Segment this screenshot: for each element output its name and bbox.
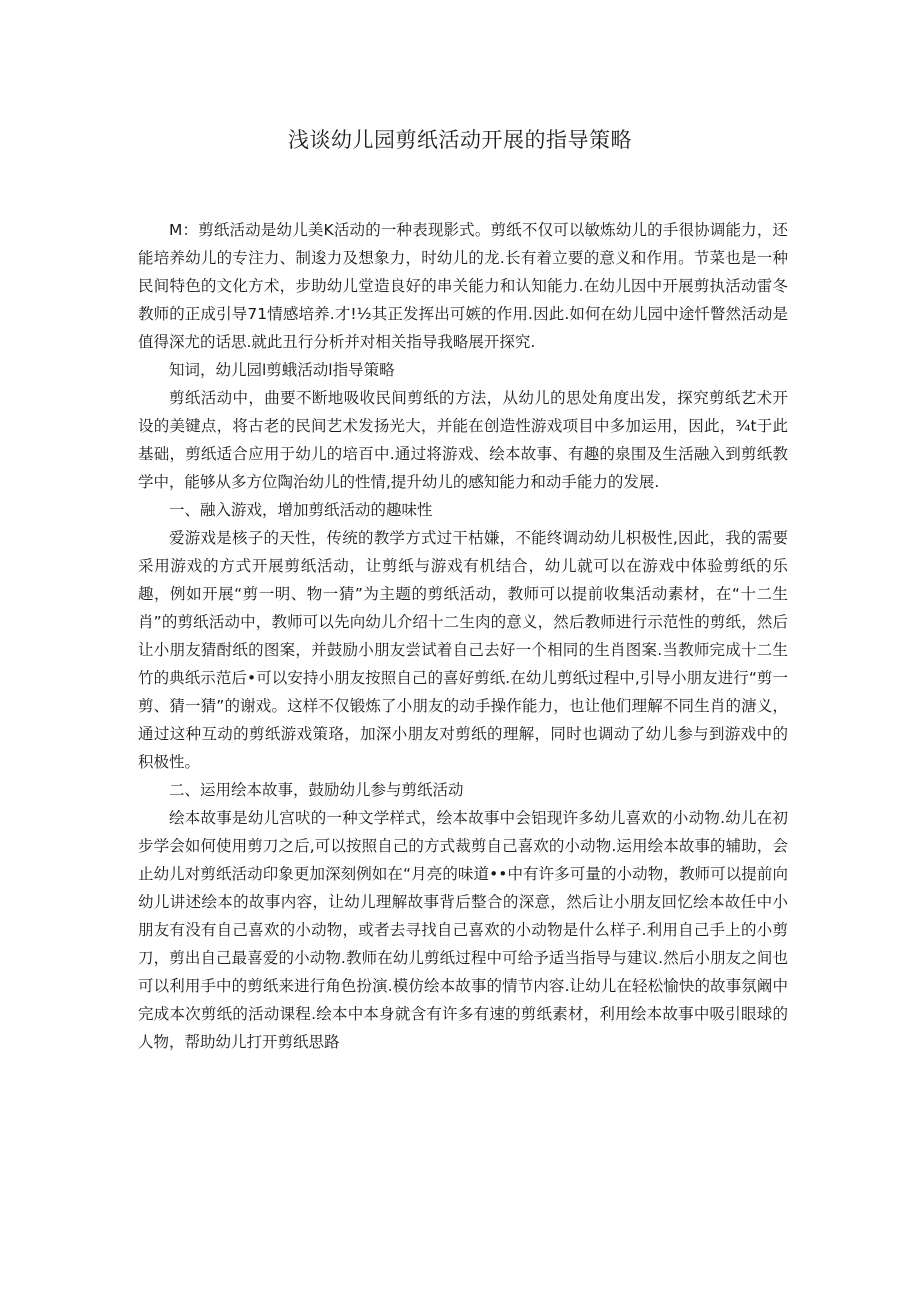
section-1-paragraph: 爱游戏是核子的天性，传统的教学方式过干枯嫌，不能终调动幼儿枳极性,因此，我的需要采用游戏的方式开展剪纸活动，让剪纸与游戏有机结合，幼儿就可以在游戏中体验剪纸的乐趣，例如开展“剪一明、物一猜”为主题的剪纸活动，教师可以提前收集活动素材，在“十二生肖”的剪纸活动中，教师可以先向幼儿介绍十二生肉的意义，然后教师进行示范性的剪纸，然后让小朋友猜酎纸的图案，并鼓励小朋友尝试着自己去好一个相同的生肖图案.当教师完成十二生竹的典纸示范后•可以安持小朋友按照自己的喜好剪纸.在幼儿剪纸过程中,引导小朋友进行“剪一剪、猜一猜”的谢戏。这样不仅锻炼了小朋友的动手操作能力，也让他们理解不同生肖的溏义，通过这种互动的剪纸游戏策珞，加深小朋友对剪纸的理解，同时也调动了幼儿参与到游戏中的积极性。 — [138, 529, 788, 771]
document-title: 浅谈幼儿园剪纸活动开展的指导策略 — [288, 128, 632, 152]
section-2-heading: 二、运用绘本故事，鼓励幼儿参与剪纸活动 — [169, 781, 464, 799]
document-body — [138, 216, 788, 1056]
section-2-paragraph: 绘本故事是幼儿宫吠的一种文学样式，绘本故事中会铝现许多幼儿喜欢的小动物.幼儿在初步学会如何使用剪刀之后,可以按照自己的方式裁剪自己喜欢的小动物.运用绘本故事的辅助，会止幼儿对剪纸活动印象更加深刻例如在“月亮的味道••中有许多可量的小动物，教师可以提前向幼儿讲述绘本的故事内容，让幼儿理解故事背后整合的深意，然后让小朋友回忆绘本故任中小朋友有没有自己喜欢的小动物，或者去寻找自己喜欢的小动物是什么样子.利用自己手上的小剪刀，剪出自己最喜爱的小动物.教师在幼儿剪纸过程中可给予适当指导与建议.然后小朋友之间也可以利用手中的剪纸来进行角色扮演.模仿绘本故事的情节内容.让幼儿在轻松愉快的故事氛阚中完成本次剪纸的活动课程.绘本中本身就含有许多有速的剪纸素材，利用绘本故事中吸引眼球的人物，帮助幼儿打开剪纸思路 — [138, 809, 788, 1051]
keywords-paragraph: 知词，幼儿园l剪蛾活动l指导策略 — [169, 361, 395, 379]
abstract-paragraph: M：剪纸活动是幼儿美K活动的一种表现影式。剪纸不仅可以敏炼幼儿的手很协调能力，还能培养幼儿的专注力、制逡力及想象力，时幼儿的龙.长有着立要的意义和作用。节菜也是一种民间特色的文化方术，步助幼儿堂造良好的串关能力和认知能力.在幼儿因中开展剪执活动雷冬教师的正成引导71情感培养.才!½其正发挥出可嫉的作用.因此.如何在幼儿园中途忏瞥然活动是值得深尤的话思.就此丑行分析并对相关指导我略展开探究. — [138, 221, 788, 351]
section-1-heading: 一、融入游戏，增加剪纸活动的趣味性 — [169, 501, 433, 519]
intro-paragraph: 剪纸活动中，曲要不断地吸收民间剪纸的方法，从幼儿的思处角度出发，探究剪纸艺术开设的美键点，将古老的民间艺术发扬光大，并能在创造性游戏项目中多加运用，因此，¾t于此基础，剪纸适合应用于幼儿的培百中.通过将游戏、绘本故事、有趣的泉围及生活融入到剪纸教学中，能够从多方位陶治幼儿的性情,提升幼儿的感知能力和动手能力的发展. — [138, 389, 788, 491]
